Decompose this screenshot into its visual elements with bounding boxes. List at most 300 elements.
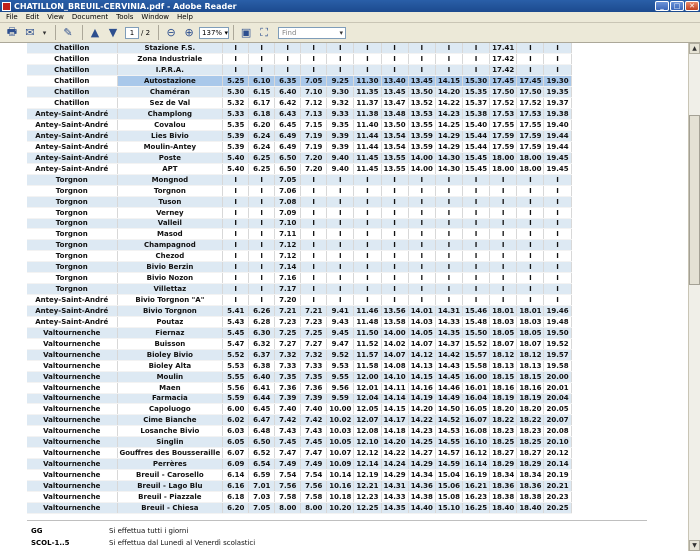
time-cell: 5.39: [223, 131, 249, 142]
menu-file[interactable]: File: [6, 13, 18, 21]
time-cell: 14.42: [435, 349, 462, 360]
time-cell: 6.05: [223, 437, 249, 448]
time-cell: I: [327, 207, 354, 218]
toolbar-separator: [158, 25, 159, 40]
time-cell: I: [490, 174, 517, 185]
time-cell: 18.05: [517, 327, 544, 338]
time-cell: I: [223, 185, 249, 196]
time-cell: 18.27: [490, 448, 517, 459]
time-cell: 14.31: [435, 306, 462, 317]
time-cell: I: [408, 174, 435, 185]
time-cell: I: [301, 262, 327, 273]
time-cell: I: [517, 54, 544, 65]
time-cell: 7.13: [301, 109, 327, 120]
time-cell: 11.44: [354, 131, 381, 142]
time-cell: 18.22: [490, 415, 517, 426]
time-cell: 14.07: [408, 338, 435, 349]
time-cell: 7.21: [301, 306, 327, 317]
legend-description: Si effettua tutti i giorni: [109, 527, 189, 535]
time-cell: I: [517, 295, 544, 306]
menu-window[interactable]: Window: [141, 13, 170, 21]
time-cell: 14.55: [435, 437, 462, 448]
time-cell: I: [435, 262, 462, 273]
time-cell: I: [517, 43, 544, 54]
time-cell: I: [354, 43, 381, 54]
time-cell: 13.40: [381, 76, 408, 87]
time-cell: I: [463, 54, 490, 65]
time-cell: 14.01: [408, 306, 435, 317]
stop-cell: Bioley Bivio: [117, 349, 223, 360]
time-cell: 6.44: [249, 393, 275, 404]
time-cell: I: [354, 207, 381, 218]
time-cell: I: [301, 65, 327, 76]
menu-tools[interactable]: Tools: [116, 13, 134, 21]
time-cell: 6.30: [249, 327, 275, 338]
time-cell: I: [463, 207, 490, 218]
table-row: [27, 502, 571, 513]
time-cell: 12.01: [354, 382, 381, 393]
scroll-up-icon[interactable]: ▲: [689, 43, 700, 54]
locality-cell: Torgnon: [27, 229, 117, 240]
time-cell: 15.04: [435, 470, 462, 481]
time-cell: 9.40: [327, 152, 354, 163]
locality-cell: Torgnon: [27, 240, 117, 251]
time-cell: I: [223, 295, 249, 306]
time-cell: 7.12: [275, 251, 301, 262]
time-cell: I: [381, 65, 408, 76]
document-view[interactable]: [0, 43, 688, 551]
time-cell: I: [354, 229, 381, 240]
time-cell: 18.29: [517, 459, 544, 470]
time-cell: 18.12: [490, 349, 517, 360]
time-cell: 17.59: [517, 141, 544, 152]
time-cell: I: [223, 207, 249, 218]
zoom-out-icon[interactable]: ⊖: [166, 26, 176, 39]
time-cell: 9.30: [327, 87, 354, 98]
time-cell: 16.10: [463, 437, 490, 448]
time-cell: 14.31: [381, 481, 408, 492]
time-cell: 15.10: [435, 502, 462, 513]
time-cell: 12.08: [354, 426, 381, 437]
time-cell: 6.49: [275, 141, 301, 152]
time-cell: I: [381, 262, 408, 273]
stop-cell: Poste: [117, 152, 223, 163]
locality-cell: Antey-Saint-André: [27, 120, 117, 131]
stop-cell: Chezod: [117, 251, 223, 262]
time-cell: 7.27: [301, 338, 327, 349]
time-cell: 7.43: [275, 426, 301, 437]
time-cell: 7.16: [275, 273, 301, 284]
time-cell: 16.25: [463, 502, 490, 513]
time-cell: 14.30: [435, 152, 462, 163]
scrollbar-thumb[interactable]: [689, 115, 700, 285]
table-row: [27, 163, 571, 174]
time-cell: 6.32: [249, 338, 275, 349]
time-cell: I: [381, 54, 408, 65]
scroll-down-icon[interactable]: ▼: [689, 540, 700, 551]
time-cell: 14.00: [408, 163, 435, 174]
time-cell: I: [223, 251, 249, 262]
time-cell: I: [381, 185, 408, 196]
time-cell: 9.55: [327, 371, 354, 382]
time-cell: I: [301, 43, 327, 54]
time-cell: 18.22: [517, 415, 544, 426]
time-cell: I: [544, 229, 571, 240]
time-cell: 12.07: [354, 415, 381, 426]
print-icon[interactable]: 🖶: [6, 25, 18, 38]
find-input[interactable]: [278, 27, 346, 39]
time-cell: 13.54: [381, 131, 408, 142]
time-cell: 6.41: [249, 382, 275, 393]
time-cell: 6.18: [223, 491, 249, 502]
time-cell: 9.45: [327, 327, 354, 338]
time-cell: 14.29: [381, 470, 408, 481]
stop-cell: Villettaz: [117, 284, 223, 295]
fit-page-icon[interactable]: ▣: [240, 26, 252, 39]
time-cell: I: [301, 273, 327, 284]
table-row: [27, 196, 571, 207]
menu-help[interactable]: Help: [177, 13, 193, 21]
time-cell: 6.15: [249, 87, 275, 98]
stop-cell: Breuil - Chiesa: [117, 502, 223, 513]
time-cell: 7.08: [275, 196, 301, 207]
locality-cell: Chatillon: [27, 98, 117, 109]
next-page-icon[interactable]: ▼: [108, 26, 118, 39]
table-row: [27, 262, 571, 273]
time-cell: 13.45: [381, 87, 408, 98]
time-cell: 16.05: [463, 404, 490, 415]
time-cell: 5.56: [223, 382, 249, 393]
stop-cell: Breuil - Lago Blu: [117, 481, 223, 492]
time-cell: I: [275, 54, 301, 65]
time-cell: 9.59: [327, 393, 354, 404]
time-cell: 7.17: [275, 284, 301, 295]
time-cell: 6.03: [223, 426, 249, 437]
time-cell: 14.24: [381, 459, 408, 470]
time-cell: 6.20: [249, 120, 275, 131]
time-cell: 18.36: [517, 481, 544, 492]
time-cell: I: [490, 273, 517, 284]
time-cell: 14.03: [408, 316, 435, 327]
time-cell: 14.29: [435, 131, 462, 142]
time-cell: 17.41: [490, 43, 517, 54]
zoom-level-select[interactable]: [199, 27, 229, 39]
stop-cell: Fiernaz: [117, 327, 223, 338]
time-cell: 7.49: [275, 459, 301, 470]
time-cell: 7.03: [249, 491, 275, 502]
time-cell: 20.14: [544, 459, 571, 470]
time-cell: I: [223, 240, 249, 251]
time-cell: 14.13: [408, 360, 435, 371]
time-cell: 14.36: [408, 481, 435, 492]
menu-view[interactable]: View: [47, 13, 64, 21]
time-cell: 7.56: [275, 481, 301, 492]
time-cell: 18.36: [490, 481, 517, 492]
time-cell: 6.40: [249, 371, 275, 382]
time-cell: 14.10: [381, 371, 408, 382]
time-cell: I: [354, 196, 381, 207]
time-cell: 5.47: [223, 338, 249, 349]
menu-bar: [0, 12, 700, 23]
time-cell: I: [517, 229, 544, 240]
time-cell: 6.14: [223, 470, 249, 481]
time-cell: 14.15: [381, 404, 408, 415]
time-cell: I: [301, 185, 327, 196]
time-cell: I: [249, 218, 275, 229]
time-cell: I: [249, 240, 275, 251]
time-cell: 5.40: [223, 152, 249, 163]
maximize-button[interactable]: □: [670, 1, 684, 11]
time-cell: I: [327, 54, 354, 65]
time-cell: 14.53: [435, 426, 462, 437]
time-cell: 14.08: [381, 360, 408, 371]
time-cell: I: [249, 273, 275, 284]
minimize-button[interactable]: _: [655, 1, 669, 11]
time-cell: I: [327, 240, 354, 251]
time-cell: 7.45: [275, 437, 301, 448]
time-cell: 20.00: [544, 371, 571, 382]
locality-cell: Valtournenche: [27, 338, 117, 349]
stop-cell: I.P.R.A.: [117, 65, 223, 76]
timetable: [27, 43, 572, 514]
stop-cell: Buisson: [117, 338, 223, 349]
time-cell: 9.39: [327, 131, 354, 142]
time-cell: 9.52: [327, 349, 354, 360]
time-cell: 14.07: [381, 349, 408, 360]
time-cell: 14.05: [408, 327, 435, 338]
time-cell: 6.49: [275, 131, 301, 142]
stop-cell: Poutaz: [117, 316, 223, 327]
time-cell: 7.12: [275, 240, 301, 251]
vertical-scrollbar[interactable]: [688, 43, 700, 551]
time-cell: 11.35: [354, 87, 381, 98]
time-cell: 13.52: [408, 98, 435, 109]
time-cell: I: [249, 229, 275, 240]
table-row: [27, 360, 571, 371]
time-cell: 7.43: [301, 426, 327, 437]
time-cell: I: [544, 240, 571, 251]
time-cell: I: [408, 65, 435, 76]
time-cell: I: [544, 218, 571, 229]
close-button[interactable]: ✕: [685, 1, 699, 11]
time-cell: I: [463, 262, 490, 273]
time-cell: 7.40: [301, 404, 327, 415]
time-cell: 15.46: [463, 306, 490, 317]
time-cell: I: [408, 196, 435, 207]
sign-icon[interactable]: ✎: [63, 26, 73, 39]
time-cell: 12.05: [354, 404, 381, 415]
time-cell: 7.56: [301, 481, 327, 492]
time-cell: 19.58: [544, 360, 571, 371]
time-cell: 14.49: [435, 393, 462, 404]
time-cell: 7.54: [301, 470, 327, 481]
previous-page-icon[interactable]: ▲: [90, 26, 100, 39]
time-cell: 7.20: [301, 163, 327, 174]
time-cell: 18.16: [517, 382, 544, 393]
time-cell: 15.45: [463, 152, 490, 163]
time-cell: 7.01: [249, 481, 275, 492]
time-cell: 7.33: [301, 360, 327, 371]
time-cell: I: [354, 185, 381, 196]
time-cell: 15.08: [435, 491, 462, 502]
time-cell: 7.36: [301, 382, 327, 393]
legend-row: [31, 527, 188, 535]
time-cell: 10.03: [327, 426, 354, 437]
time-cell: I: [517, 218, 544, 229]
time-cell: I: [408, 207, 435, 218]
locality-cell: Chatillon: [27, 65, 117, 76]
time-cell: 7.42: [275, 415, 301, 426]
locality-cell: Valtournenche: [27, 426, 117, 437]
locality-cell: Torgnon: [27, 251, 117, 262]
locality-cell: Chatillon: [27, 43, 117, 54]
time-cell: I: [301, 284, 327, 295]
time-cell: 7.49: [301, 459, 327, 470]
time-cell: 17.52: [490, 98, 517, 109]
time-cell: 17.45: [490, 76, 517, 87]
time-cell: 17.59: [490, 131, 517, 142]
locality-cell: Chatillon: [27, 87, 117, 98]
time-cell: 15.44: [463, 141, 490, 152]
time-cell: 7.19: [301, 131, 327, 142]
menu-document[interactable]: Document: [71, 13, 109, 21]
time-cell: I: [517, 273, 544, 284]
time-cell: 12.10: [354, 437, 381, 448]
time-cell: I: [490, 218, 517, 229]
time-cell: I: [249, 196, 275, 207]
time-cell: I: [490, 240, 517, 251]
time-cell: 17.42: [490, 65, 517, 76]
time-cell: I: [544, 65, 571, 76]
table-row: [27, 251, 571, 262]
time-cell: 20.05: [544, 404, 571, 415]
locality-cell: Torgnon: [27, 174, 117, 185]
time-cell: 9.47: [327, 338, 354, 349]
time-cell: I: [327, 284, 354, 295]
time-cell: 14.45: [435, 371, 462, 382]
legend-code: GG: [31, 527, 43, 535]
time-cell: 14.35: [381, 502, 408, 513]
time-cell: I: [249, 54, 275, 65]
time-cell: 17.42: [490, 54, 517, 65]
stop-cell: Singlin: [117, 437, 223, 448]
time-cell: 18.05: [490, 327, 517, 338]
time-cell: 6.54: [249, 459, 275, 470]
table-row: [27, 87, 571, 98]
time-cell: 7.27: [275, 338, 301, 349]
locality-cell: Torgnon: [27, 284, 117, 295]
time-cell: 18.20: [490, 404, 517, 415]
time-cell: 16.00: [463, 371, 490, 382]
time-cell: 7.23: [301, 316, 327, 327]
time-cell: 14.15: [408, 371, 435, 382]
time-cell: I: [435, 218, 462, 229]
time-cell: 6.02: [223, 415, 249, 426]
time-cell: 14.20: [435, 87, 462, 98]
time-cell: I: [223, 273, 249, 284]
time-cell: 9.53: [327, 360, 354, 371]
time-cell: 16.08: [463, 426, 490, 437]
time-cell: I: [490, 295, 517, 306]
time-cell: 7.23: [275, 316, 301, 327]
table-row: [27, 54, 571, 65]
time-cell: 18.00: [517, 152, 544, 163]
time-cell: 6.25: [249, 152, 275, 163]
zoom-in-icon[interactable]: ⊕: [184, 26, 194, 39]
time-cell: I: [463, 273, 490, 284]
time-cell: 19.57: [544, 349, 571, 360]
stop-cell: Losanche Bivio: [117, 426, 223, 437]
table-row: [27, 371, 571, 382]
time-cell: I: [249, 295, 275, 306]
email-dropdown-icon[interactable]: ▾: [42, 28, 47, 37]
time-cell: I: [490, 185, 517, 196]
time-cell: I: [301, 196, 327, 207]
time-cell: I: [517, 185, 544, 196]
time-cell: I: [327, 174, 354, 185]
time-cell: 14.19: [408, 393, 435, 404]
stop-cell: Cime Bianche: [117, 415, 223, 426]
time-cell: I: [223, 262, 249, 273]
time-cell: 17.59: [517, 131, 544, 142]
toolbar-separator: [233, 25, 234, 40]
locality-cell: Valtournenche: [27, 470, 117, 481]
locality-cell: Valtournenche: [27, 404, 117, 415]
time-cell: I: [223, 229, 249, 240]
time-cell: I: [463, 174, 490, 185]
time-cell: I: [327, 196, 354, 207]
menu-edit[interactable]: Edit: [25, 13, 40, 21]
time-cell: 13.47: [381, 98, 408, 109]
time-cell: 10.18: [327, 491, 354, 502]
stop-cell: Champagnod: [117, 240, 223, 251]
time-cell: I: [381, 273, 408, 284]
time-cell: 10.00: [327, 404, 354, 415]
window-title: CHATILLON_BREUIL-CERVINIA.pdf - Adobe Reader: [14, 1, 237, 11]
time-cell: 13.50: [381, 120, 408, 131]
time-cell: I: [275, 65, 301, 76]
time-cell: 19.48: [544, 316, 571, 327]
time-cell: I: [301, 174, 327, 185]
time-cell: I: [517, 65, 544, 76]
locality-cell: Valtournenche: [27, 481, 117, 492]
table-row: [27, 448, 571, 459]
time-cell: I: [517, 207, 544, 218]
time-cell: 13.56: [381, 306, 408, 317]
time-cell: I: [354, 54, 381, 65]
time-cell: 11.57: [354, 349, 381, 360]
time-cell: 18.34: [517, 470, 544, 481]
table-row: [27, 141, 571, 152]
time-cell: I: [408, 240, 435, 251]
full-screen-icon[interactable]: ⛶: [260, 25, 268, 39]
time-cell: 7.05: [275, 174, 301, 185]
time-cell: 10.09: [327, 459, 354, 470]
time-cell: I: [223, 174, 249, 185]
time-cell: I: [408, 54, 435, 65]
time-cell: 9.56: [327, 382, 354, 393]
time-cell: 7.15: [301, 120, 327, 131]
zoom-level-value: 137%: [202, 28, 223, 37]
chevron-down-icon[interactable]: ▾: [339, 28, 344, 37]
page-number-input[interactable]: 1: [125, 27, 139, 39]
locality-cell: Antey-Saint-André: [27, 152, 117, 163]
email-icon[interactable]: ✉: [25, 26, 35, 39]
time-cell: I: [223, 218, 249, 229]
time-cell: 7.58: [275, 491, 301, 502]
time-cell: 12.14: [354, 459, 381, 470]
table-row: [27, 349, 571, 360]
